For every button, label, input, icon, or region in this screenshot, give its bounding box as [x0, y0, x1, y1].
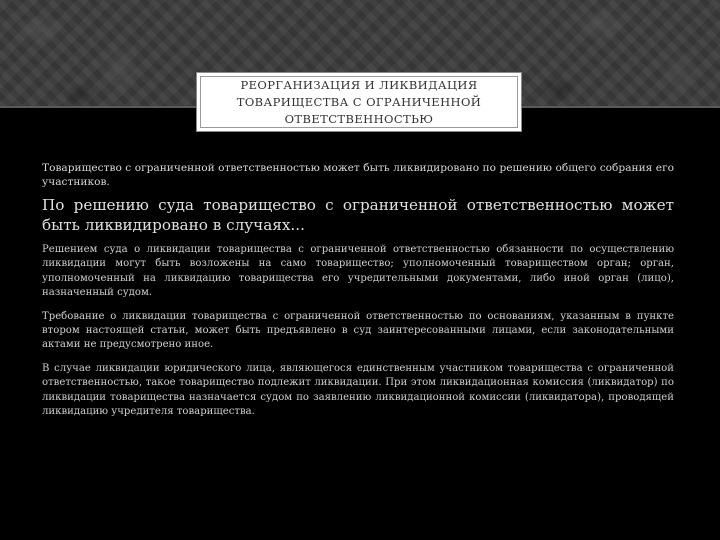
lead-paragraph: По решению суда товарищество с ограниченной ответственностью может быть ликвидировано в случаях...: [42, 196, 674, 234]
body-paragraph-3: В случае ликвидации юридического лица, являющегося единственным участником товарищества с ограниченной ответственностью, такое товарищество подлежит ликвидации. При этом ликвидационная комиссия (ликвидатор) по ликвидации товарищества назначается судом по заявлению ликвидационной комиссии (ликвидатора), проводящей ликвидацию учредителя товарищества.: [42, 362, 674, 418]
slide-content: [42, 161, 674, 428]
body-paragraph-2: Требование о ликвидации товарищества с ограниченной ответственностью по основаниям, указанным в пункте втором настоящей статьи, может быть предъявлено в суд заинтересованными лицами, если законодательными актами не предусмотрено иное.: [42, 310, 674, 351]
slide-title: РЕОРГАНИЗАЦИЯ И ЛИКВИДАЦИЯ ТОВАРИЩЕСТВА С ОГРАНИЧЕННОЙ ОТВЕТСТВЕННОСТЬЮ: [236, 77, 482, 126]
title-box: [196, 72, 522, 132]
intro-paragraph: Товарищество с ограниченной ответственностью может быть ликвидировано по решению общего собрания его участников.: [42, 162, 674, 188]
body-paragraph-1: Решением суда о ликвидации товарищества с ограниченной ответственностью обязанности по осуществлению ликвидации могут быть возложены на само товарищество; уполномоченный товариществом орган; орган, уполномоченный на ликвидацию товарищества его учредительными документами, либо иной орган (лицо), назначенный судом.: [42, 244, 674, 299]
